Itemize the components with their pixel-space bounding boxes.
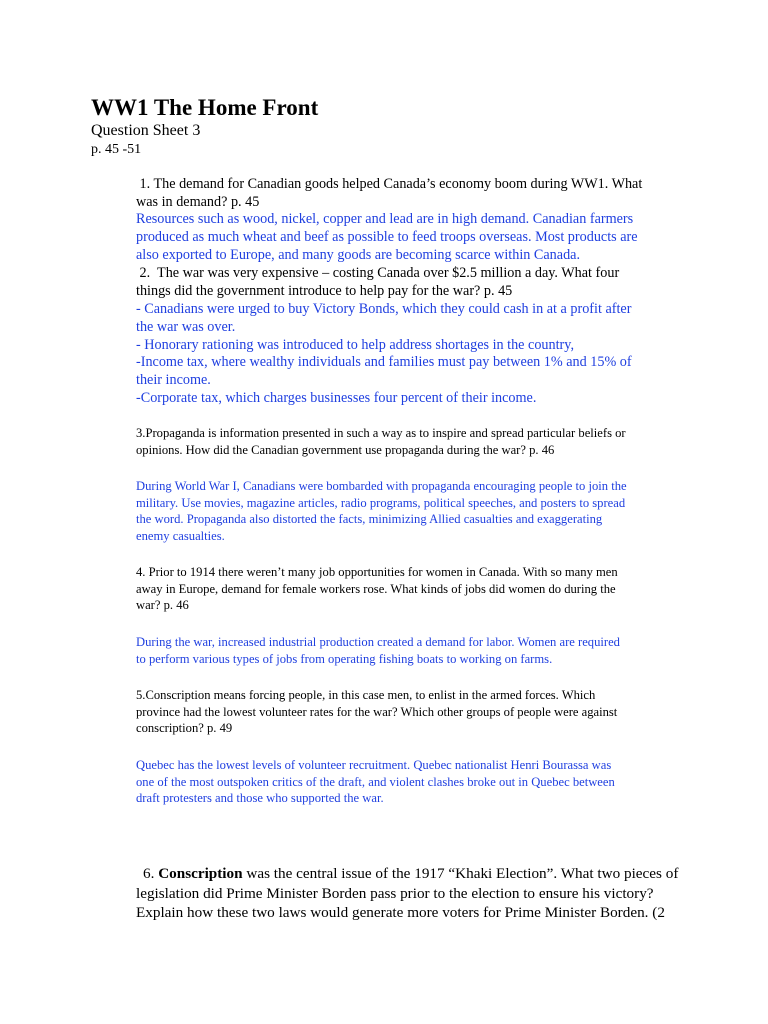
question-5-line: conscription? p. 49 bbox=[136, 721, 233, 736]
question-6-number: 6. bbox=[143, 865, 159, 882]
answer-1-line: also exported to Europe, and many goods are becoming scarce within Canada. bbox=[136, 246, 581, 263]
question-3-line: opinions. How did the Canadian government use propaganda during the war? p. 46 bbox=[136, 442, 555, 457]
question-6-line: legislation did Prime Minister Borden pass prior to the election to ensure his victory? bbox=[136, 884, 654, 902]
page-subtitle: Question Sheet 3 bbox=[91, 122, 201, 139]
question-5-line: province had the lowest volunteer rates for the war? Which other groups of people were against bbox=[136, 704, 618, 719]
answer-2-line: -Income tax, where wealthy individuals and families must pay between 1% and 15% of bbox=[136, 354, 632, 371]
question-3 bbox=[136, 425, 696, 458]
question-2-line: things did the government introduce to help pay for the war? p. 45 bbox=[136, 282, 513, 299]
answer-3-line: enemy casualties. bbox=[136, 528, 225, 543]
question-1-line: 1. The demand for Canadian goods helped Canada’s economy boom during WW1. What bbox=[136, 176, 643, 192]
question-2-line: 2. The war was very expensive – costing Canada over $2.5 million a day. What four bbox=[136, 265, 620, 281]
answer-4-line: During the war, increased industrial production created a demand for labor. Women are required bbox=[136, 635, 620, 649]
answer-1-line: Resources such as wood, nickel, copper and lead are in high demand. Canadian farmers bbox=[136, 211, 634, 227]
answer-3-line: the word. Propaganda also distorted the facts, minimizing Allied casualties and exaggerating bbox=[136, 512, 603, 527]
question-6-first-line-text: was the central issue of the 1917 “Khaki Election”. What two pieces of bbox=[242, 865, 679, 882]
question-4-line: 4. Prior to 1914 there weren’t many job opportunities for women in Canada. With so many men bbox=[136, 565, 618, 579]
question-4-line: war? p. 46 bbox=[136, 598, 189, 613]
answer-2 bbox=[136, 301, 696, 408]
question-4-line: away in Europe, demand for female workers rose. What kinds of jobs did women do during the bbox=[136, 581, 616, 596]
question-6 bbox=[136, 864, 736, 923]
question-2 bbox=[136, 265, 696, 301]
question-3-line: 3.Propaganda is information presented in such a way as to inspire and spread particular beliefs or bbox=[136, 426, 626, 440]
question-4 bbox=[136, 564, 696, 614]
answer-2-line: - Honorary rationing was introduced to help address shortages in the country, bbox=[136, 336, 574, 353]
answer-2-line: their income. bbox=[136, 372, 211, 389]
answer-5 bbox=[136, 757, 696, 807]
question-6-line: Explain how these two laws would generate more voters for Prime Minister Borden. (2 bbox=[136, 904, 665, 922]
answer-4-line: to perform various types of jobs from operating fishing boats to working on farms. bbox=[136, 651, 553, 666]
answer-2-line: -Corporate tax, which charges businesses four percent of their income. bbox=[136, 389, 537, 406]
answer-1-line: produced as much wheat and beef as possible to feed troops overseas. Most products are bbox=[136, 228, 638, 245]
page-title: WW1 The Home Front bbox=[91, 95, 319, 120]
question-1-line: was in demand? p. 45 bbox=[136, 193, 260, 210]
question-1 bbox=[136, 176, 696, 212]
page-range: p. 45 -51 bbox=[91, 142, 142, 157]
question-5 bbox=[136, 687, 696, 737]
answer-3-line: military. Use movies, magazine articles, radio programs, political speeches, and posters to spread bbox=[136, 495, 626, 510]
answer-5-line: one of the most outspoken critics of the draft, and violent clashes broke out in Quebec between bbox=[136, 774, 615, 789]
answer-5-line: Quebec has the lowest levels of volunteer recruitment. Quebec nationalist Henri Bourassa was bbox=[136, 758, 612, 772]
question-5-line: 5.Conscription means forcing people, in this case men, to enlist in the armed forces. Which bbox=[136, 688, 596, 702]
answer-2-line: - Canadians were urged to buy Victory Bonds, which they could cash in at a profit after bbox=[136, 301, 632, 317]
answer-1 bbox=[136, 211, 696, 264]
question-6-keyword: Conscription bbox=[158, 865, 243, 882]
question-6-line bbox=[136, 864, 736, 884]
answer-4 bbox=[136, 634, 696, 667]
answer-2-line: the war was over. bbox=[136, 318, 236, 335]
answer-3 bbox=[136, 478, 696, 544]
answer-3-line: During World War I, Canadians were bombarded with propaganda encouraging people to join the bbox=[136, 479, 627, 493]
answer-5-line: draft protesters and those who supported the war. bbox=[136, 791, 384, 806]
